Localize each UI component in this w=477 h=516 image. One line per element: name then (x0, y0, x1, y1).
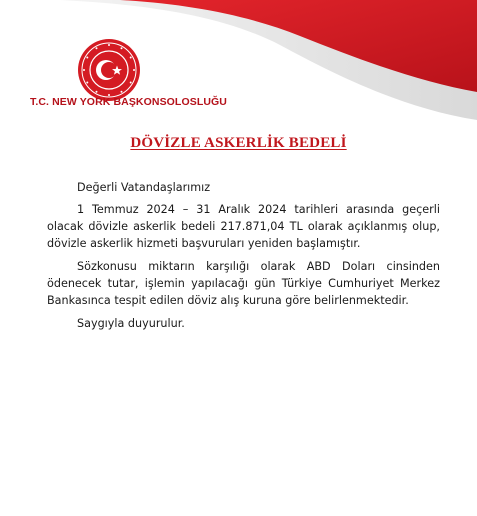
paragraph-payment-details: Sözkonusu miktarın karşılığı olarak ABD Doları cinsinden ödenecek tutar, işlemin yapılacağı gün Türkiye Cumhuriyet Merkez Bankasınca tespit edilen döviz alış kuruna göre belirlenmektedir. (47, 260, 440, 307)
paragraph-closing: Saygıyla duyurulur. (77, 317, 185, 330)
consulate-emblem-icon (76, 37, 142, 103)
document-title: DÖVİZLE ASKERLİK BEDELİ (130, 135, 347, 151)
header-wave-banner (0, 0, 477, 130)
paragraph-announcement: 1 Temmuz 2024 – 31 Aralık 2024 tarihleri arasında geçerli olacak dövizle askerlik bedeli 217.871,04 TL olarak açıklanmış olup, dövizle askerlik hizmeti başvuruları yeniden başlamıştır. (47, 203, 440, 250)
document-body (47, 179, 440, 338)
greeting-text: Değerli Vatandaşlarımız (77, 181, 211, 194)
consulate-name: T.C. NEW YORK BAŞKONSOLOSLUĞU (30, 96, 227, 108)
